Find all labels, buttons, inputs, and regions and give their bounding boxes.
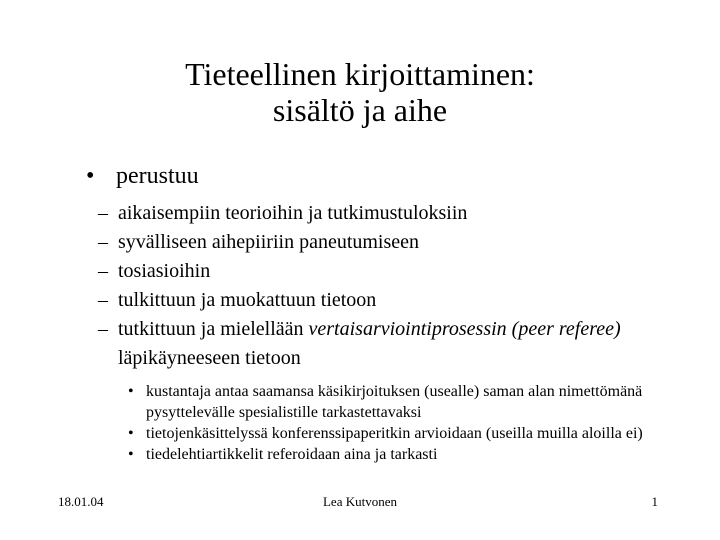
dash-icon: – [98, 318, 108, 340]
sub-bullet-text: aikaisempiin teorioihin ja tutkimustuloksiin [118, 202, 468, 224]
bullet-level-1-text: perustuu [116, 163, 199, 189]
sub-sub-bullet-item [128, 381, 668, 423]
sub-bullet-text-mixed [118, 318, 621, 369]
footer-page-number: 1 [651, 494, 658, 509]
sub-sub-bullet-text: tietojenkäsittelyssä konferenssipaperitkin arvioidaan (useilla muilla aloilla ei) [146, 425, 643, 442]
sub-bullet-text: syvälliseen aihepiiriin paneutumiseen [118, 231, 420, 253]
sub-bullet-text-italic: vertaisarviointiprosessin (peer referee) [308, 318, 621, 340]
footer-author: Lea Kutvonen [322, 494, 397, 509]
bullet-dot-icon: • [86, 163, 95, 189]
sub-bullet-item [98, 257, 658, 286]
sub-bullet-list [98, 199, 658, 373]
slide-title [0, 56, 720, 128]
sub-sub-bullet-text: kustantaja antaa saamansa käsikirjoituksen (usealle) saman alan nimettömänä pysyttelevälle spesialistille tarkastettavaksi [146, 383, 643, 421]
sub-sub-bullet-item [128, 423, 668, 444]
dash-icon: – [98, 289, 108, 311]
sub-sub-bullet-list [128, 381, 668, 465]
bullet-dot-icon: • [128, 425, 134, 442]
dash-icon: – [98, 231, 108, 253]
sub-bullet-text-prefix: tutkittuun ja mielellään [118, 318, 309, 340]
footer-date: 18.01.04 [58, 494, 104, 509]
dash-icon: – [98, 260, 108, 282]
sub-bullet-text: tulkittuun ja muokattuun tietoon [118, 289, 377, 311]
sub-bullet-text: tosiasioihin [118, 260, 211, 282]
sub-bullet-item [98, 228, 658, 257]
sub-bullet-item [98, 315, 658, 373]
bullet-dot-icon: • [128, 446, 134, 463]
sub-bullet-item [98, 286, 658, 315]
bullet-dot-icon: • [128, 383, 134, 400]
sub-bullet-item [98, 199, 658, 228]
sub-bullet-text-suffix: läpikäyneeseen tietoon [118, 347, 301, 369]
slide-title-line-1: Tieteellinen kirjoittaminen: [185, 56, 535, 92]
dash-icon: – [98, 202, 108, 224]
sub-sub-bullet-text: tiedelehtiartikkelit referoidaan aina ja tarkasti [146, 446, 438, 463]
sub-sub-bullet-item [128, 444, 668, 465]
slide-title-line-2: sisältö ja aihe [272, 92, 448, 128]
